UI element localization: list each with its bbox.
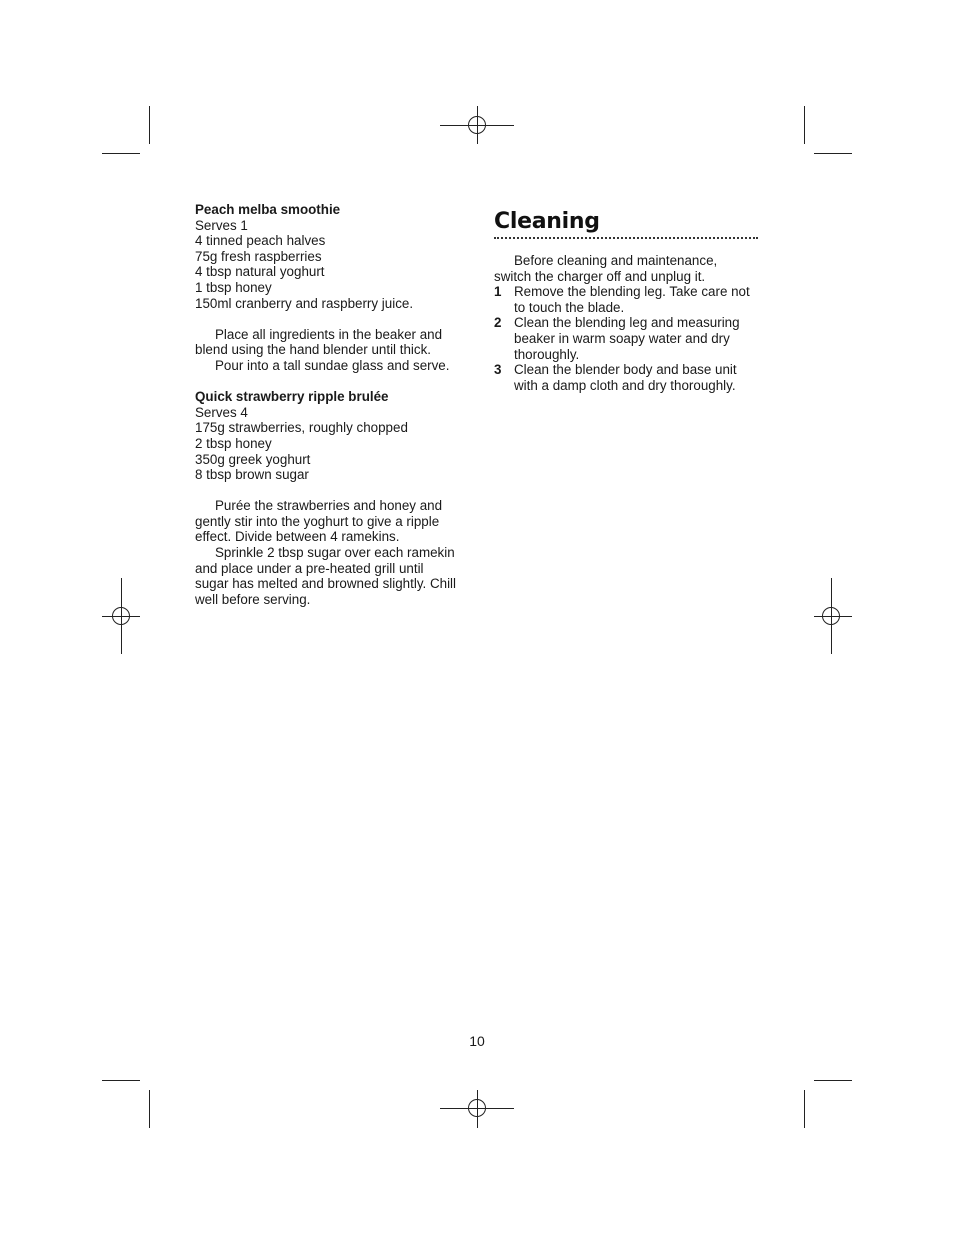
method-line: Pour into a tall sundae glass and serve. xyxy=(215,357,450,373)
method-paragraph xyxy=(195,327,470,358)
method-paragraph xyxy=(195,358,470,374)
method-line: Purée the strawberries and honey and xyxy=(215,498,443,514)
method-line: and place under a pre-heated grill until xyxy=(195,560,424,576)
heading-divider xyxy=(494,237,758,239)
step-line: Clean the blender body and base unit xyxy=(514,362,737,378)
recipes-column xyxy=(195,202,470,607)
ingredient: 75g fresh raspberries xyxy=(195,248,322,264)
step-line: to touch the blade. xyxy=(514,299,625,315)
recipe-peach-melba xyxy=(195,202,470,374)
method-line: blend using the hand blender until thick. xyxy=(195,342,431,358)
ingredient: 2 tbsp honey xyxy=(195,435,272,451)
method-line: Place all ingredients in the beaker and xyxy=(215,326,443,342)
recipe-strawberry-brulee xyxy=(195,389,470,607)
ingredient: 4 tinned peach halves xyxy=(195,233,326,249)
ingredient: 4 tbsp natural yoghurt xyxy=(195,264,325,280)
ingredient: 175g strawberries, roughly chopped xyxy=(195,420,408,436)
section-heading: Cleaning xyxy=(494,209,600,234)
cleaning-section xyxy=(494,209,760,393)
step-line: with a damp cloth and dry thoroughly. xyxy=(514,377,736,393)
step-line: thoroughly. xyxy=(514,346,580,362)
recipe-title: Peach melba smoothie xyxy=(195,202,341,217)
method-line: sugar has melted and browned slightly. Chill xyxy=(195,576,457,592)
intro-line: switch the charger off and unplug it. xyxy=(494,268,706,284)
cleaning-step xyxy=(494,362,760,393)
intro-line: Before cleaning and maintenance, xyxy=(514,253,718,268)
recipe-serves: Serves 4 xyxy=(195,404,248,420)
cleaning-step xyxy=(494,284,760,315)
recipe-title: Quick strawberry ripple brulée xyxy=(195,389,389,405)
ingredient: 150ml cranberry and raspberry juice. xyxy=(195,295,414,311)
step-number: 3 xyxy=(494,362,502,378)
method-paragraph xyxy=(195,498,470,545)
step-number: 2 xyxy=(494,315,502,331)
page-number: 10 xyxy=(469,1033,485,1049)
step-line: Remove the blending leg. Take care not xyxy=(514,284,750,300)
method-line: Sprinkle 2 tbsp sugar over each ramekin xyxy=(215,545,455,561)
ingredient: 8 tbsp brown sugar xyxy=(195,467,309,483)
cleaning-step xyxy=(494,315,760,362)
step-line: beaker in warm soapy water and dry xyxy=(514,330,730,346)
method-paragraph xyxy=(195,545,470,607)
ingredient: 1 tbsp honey xyxy=(195,279,272,295)
method-line: effect. Divide between 4 ramekins. xyxy=(195,529,400,545)
recipe-serves: Serves 1 xyxy=(195,217,248,233)
step-line: Clean the blending leg and measuring xyxy=(514,315,740,331)
method-line: well before serving. xyxy=(195,591,311,607)
method-line: gently stir into the yoghurt to give a ripple xyxy=(195,513,440,529)
cleaning-intro xyxy=(494,253,760,284)
ingredient: 350g greek yoghurt xyxy=(195,451,311,467)
step-number: 1 xyxy=(494,284,502,300)
